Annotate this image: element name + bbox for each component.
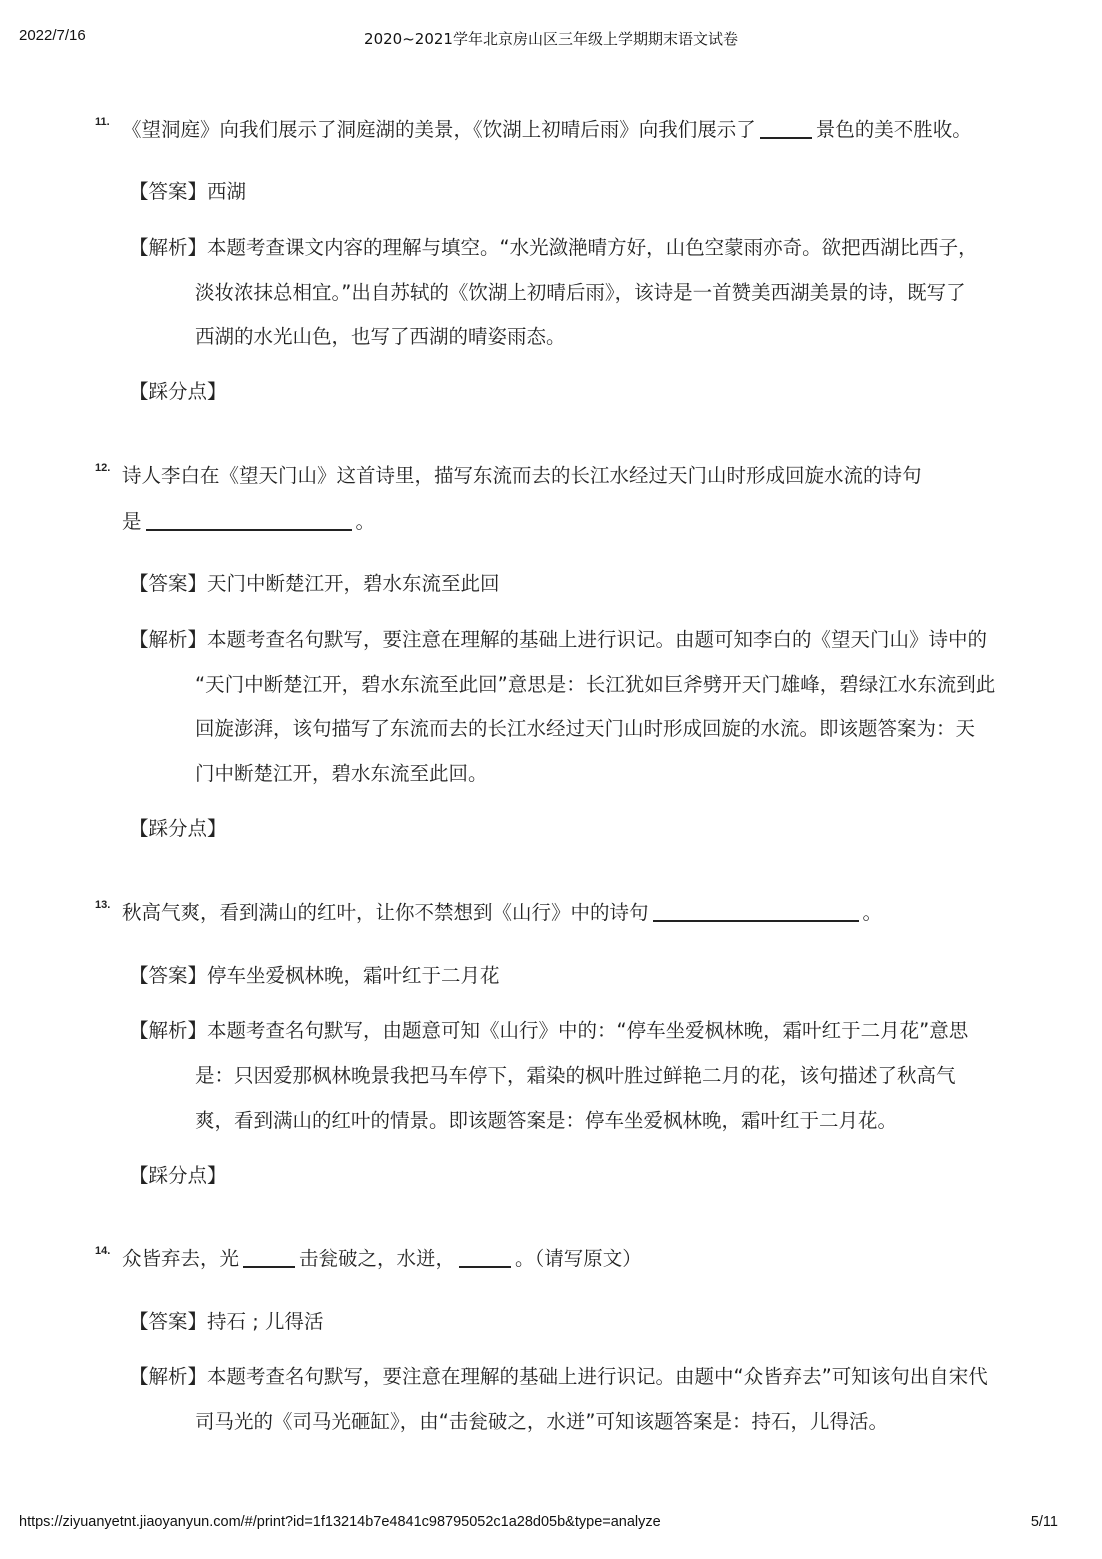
- answer-text: 持石 ; 儿得活: [207, 1310, 324, 1333]
- answer-label: 【答案】: [129, 572, 208, 595]
- question-stem: 诗人李白在《望天门山》这首诗里，描写东流而去的长江水经过天门山时形成回旋水流的诗句: [122, 464, 922, 487]
- analysis-label: 【解析】: [129, 1019, 208, 1042]
- question-number: 12.: [95, 462, 111, 474]
- analysis-text: 淡妆浓抹总相宜。”出自苏轼的《饮湖上初晴后雨》，该诗是一首赞美西湖美景的诗，既写了: [195, 281, 966, 304]
- analysis-row: [129, 1018, 968, 1044]
- question-stem: [122, 900, 882, 926]
- analysis-label: 【解析】: [129, 236, 208, 259]
- question-number: 11.: [95, 116, 110, 128]
- analysis-text: 西湖的水光山色，也写了西湖的晴姿雨态。: [195, 325, 566, 348]
- stem-text: 《望洞庭》向我们展示了洞庭湖的美景，《饮湖上初晴后雨》向我们展示了: [122, 118, 756, 141]
- points-label: 【踩分点】: [129, 1164, 227, 1187]
- answer-row: [129, 571, 500, 597]
- fill-blank: [760, 119, 812, 139]
- points-label: 【踩分点】: [129, 817, 227, 840]
- answer-label: 【答案】: [129, 1310, 208, 1333]
- question-stem: [122, 1246, 642, 1272]
- analysis-text: 本题考查名句默写，由题意可知《山行》中的：“停车坐爱枫林晚，霜叶红于二月花”意思: [207, 1019, 969, 1042]
- stem-text: 。: [355, 510, 376, 533]
- stem-text: 击瓮破之，水迸，: [299, 1247, 456, 1270]
- page-number: 5/11: [1030, 1514, 1058, 1530]
- analysis-text: 司马光的《司马光砸缸》，由“击瓮破之，水迸”可知该题答案是：持石，儿得活。: [195, 1410, 888, 1433]
- stem-text: 众皆弃去，光: [122, 1247, 240, 1270]
- question-number: 14.: [95, 1245, 111, 1257]
- analysis-label: 【解析】: [129, 1365, 208, 1388]
- analysis-text: 是：只因爱那枫林晚景我把马车停下，霜染的枫叶胜过鲜艳二月的花，该句描述了秋高气: [195, 1064, 956, 1087]
- answer-row: [129, 1309, 323, 1335]
- answer-text: 停车坐爱枫林晚，霜叶红于二月花: [207, 964, 500, 987]
- analysis-label: 【解析】: [129, 628, 208, 651]
- analysis-row: [129, 627, 987, 653]
- stem-text: 。: [862, 901, 883, 924]
- question-number: 13.: [95, 899, 111, 911]
- fill-blank: [459, 1248, 511, 1268]
- answer-label: 【答案】: [129, 964, 208, 987]
- footer-url: https://ziyuanyetnt.jiaoyanyun.com/#/print?id=1f13214b7e4841c98795052c1a28d05b&type=analyze: [19, 1514, 661, 1530]
- analysis-text: 回旋澎湃，该句描写了东流而去的长江水经过天门山时形成回旋的水流。即该题答案为：天: [195, 717, 976, 740]
- fill-blank: [653, 902, 859, 922]
- question-stem: [122, 117, 972, 143]
- answer-text: 西湖: [207, 180, 247, 203]
- stem-text: 。（请写原文）: [515, 1247, 642, 1270]
- question-stem: [122, 509, 375, 535]
- analysis-row: [129, 1364, 988, 1390]
- analysis-text: “天门中断楚江开，碧水东流至此回”意思是：长江犹如巨斧劈开天门雄峰，碧绿江水东流到此: [195, 673, 996, 696]
- analysis-text: 门中断楚江开，碧水东流至此回。: [195, 762, 488, 785]
- stem-text: 秋高气爽，看到满山的红叶，让你不禁想到《山行》中的诗句: [122, 901, 649, 924]
- answer-row: [129, 963, 500, 989]
- analysis-text: 爽，看到满山的红叶的情景。即该题答案是：停车坐爱枫林晚，霜叶红于二月花。: [195, 1109, 898, 1132]
- answer-row: [129, 179, 246, 205]
- fill-blank: [243, 1248, 295, 1268]
- answer-label: 【答案】: [129, 180, 208, 203]
- answer-text: 天门中断楚江开，碧水东流至此回: [207, 572, 500, 595]
- stem-text: 景色的美不胜收。: [815, 118, 972, 141]
- document-title: 2020~2021学年北京房山区三年级上学期期末语文试卷: [364, 30, 738, 48]
- analysis-text: 本题考查名句默写，要注意在理解的基础上进行识记。由题中“众皆弃去”可知该句出自宋代: [207, 1365, 988, 1388]
- stem-text: 是: [122, 510, 142, 533]
- print-date: 2022/7/16: [19, 27, 86, 44]
- fill-blank: [146, 511, 352, 531]
- analysis-text: 本题考查名句默写，要注意在理解的基础上进行识记。由题可知李白的《望天门山》诗中的: [207, 628, 988, 651]
- analysis-text: 本题考查课文内容的理解与填空。“水光潋滟晴方好，山色空蒙雨亦奇。欲把西湖比西子，: [207, 236, 978, 259]
- points-label: 【踩分点】: [129, 380, 227, 403]
- analysis-row: [129, 235, 978, 261]
